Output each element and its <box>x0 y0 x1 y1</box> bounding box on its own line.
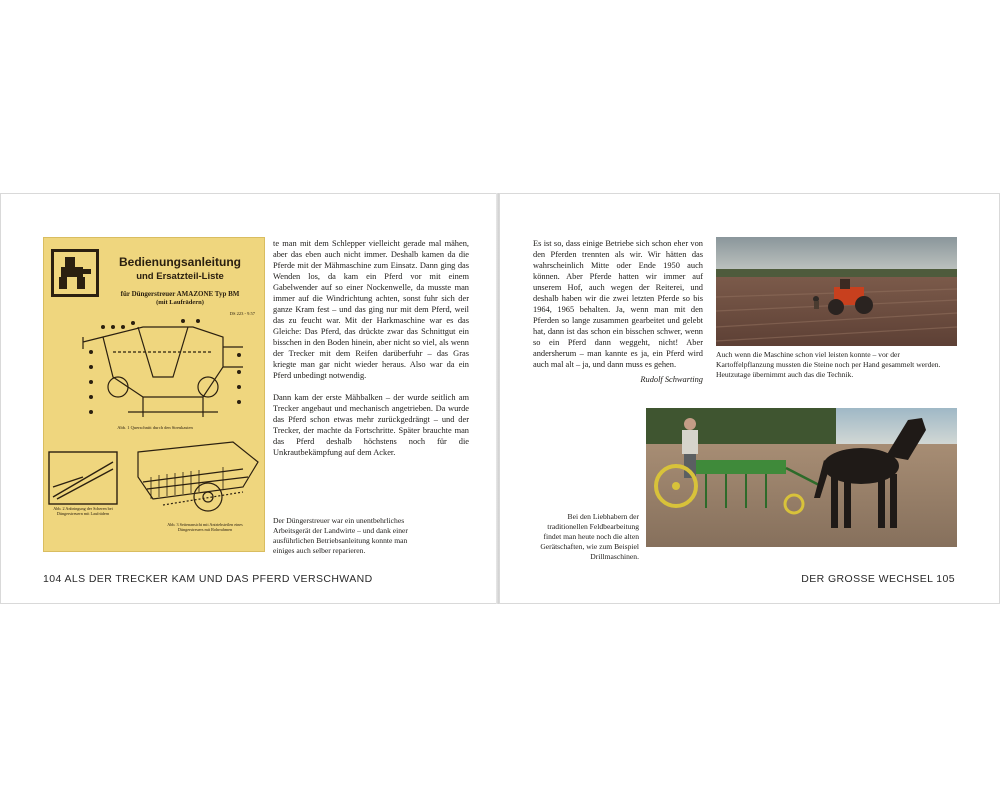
quote-signature: Rudolf Schwarting <box>640 375 703 384</box>
right-body-text <box>533 238 703 385</box>
right-page <box>499 193 1000 604</box>
manual-subtitle: und Ersatzteil-Liste <box>136 271 224 282</box>
right-top-caption: Auch wenn die Maschine schon viel leisten konnte – vor der Kartoffelpflanzung mussten die Steine noch per Hand gesammelt werden. Heutzutage übernimmt auch das die Technik. <box>716 350 941 379</box>
paragraph: Es ist so, dass einige Betriebe sich schon eher von den Pferden trennten als wir. Wir hätten das wahrscheinlich Mitte oder Ende 1950 auch können. Aber Pferde hatten wir immer auf unserem Hof, auch wegen der Reiterei, und deshalb haben wir die zwei letzten Pferde so bis 1964, 1965 behalten. Ja, wenn man mit den Pferden so lange zusammen gearbeitet und gelebt hat, dann ist das schon ein bisschen schwer, wenn so ein Pferd dann weggeht, nicht! Aber andersherum – man kannte es ja, ein Pferd wird auch mal alt – ja, und dann muss es gehen. <box>533 239 703 369</box>
manual-figure-1-label: Abb. 1 Querschnitt durch den Streukasten <box>117 425 193 430</box>
manual-figure-2-label: Abb. 2 Anbringung der Scheren bei Düngerstreuern mit Laufrädern <box>53 506 113 516</box>
left-page-footer: 104 ALS DER TRECKER KAM UND DAS PFERD VERSCHWAND <box>43 573 373 585</box>
tractor-field-photo <box>716 237 957 346</box>
manual-code: DS 223 - 9.57 <box>229 311 255 316</box>
right-bottom-caption: Bei den Liebhabern der traditionellen Feldbearbeitung findet man heute noch die alten Gerätschaften, wie zum Beispiel Drillmaschinen. <box>540 512 639 561</box>
book-spread <box>0 193 1000 606</box>
left-body-text <box>273 238 469 469</box>
manual-drawings <box>43 237 265 552</box>
manual-cover-image <box>43 237 265 552</box>
amazone-logo <box>51 249 99 297</box>
paragraph: Dann kam der erste Mähbalken – der wurde seitlich am Trecker angebaut und mechanisch angetrieben. Da wurde das Pferd schon etwas mehr zurückgedrängt – und der Trecker, der machte da Fortschritte. Später brauchte man das Pferd deshalb höchstens noch für die Unkrautbekämpfung auf dem Acker. <box>273 393 469 457</box>
manual-line-1: für Düngerstreuer AMAZONE Typ BM <box>120 290 240 298</box>
right-page-footer: DER GROSSE WECHSEL 105 <box>801 573 955 585</box>
manual-title: Bedienungsanleitung <box>118 255 241 269</box>
horse-drill-photo <box>646 408 957 547</box>
manual-figure-3-label: Abb. 3 Seitenansicht mit Antriebsteilen eines Düngerstreuers mit Rohrrahmen <box>167 522 243 532</box>
manual-line-2: (mit Laufrädern) <box>156 299 204 306</box>
left-page <box>0 193 499 604</box>
left-caption: Der Düngerstreuer war ein unentbehrliches Arbeitsgerät der Landwirte – und dank einer ausführlichen Betriebsanleitung konnte man einiges auch selber reparieren. <box>273 516 408 555</box>
paragraph: te man mit dem Schlepper vielleicht gerade mal mähen, aber das eben auch nicht immer. Deshalb kamen da die Pferde mit der Mähmaschine zum Einsatz. Dann ging das Wenden los, da kam ein Pferd vor mit einem Gabelwender auf so einer Nockenwelle, da musste man immer auf die Windrichtung achten, sonst fuhr sich der ganze Kram fest – und das ging nur mit dem Pferd, weil das zu feucht war. Mit der Harkmaschine war es das Gleiche: Das Pferd, das drückte zwar das Schnittgut ein bisschen in den Boden hinein, aber nicht so viel, als wenn der Trecker mit dem Reifen darüberfuhr – das Gras kriegte man gar nicht wieder heraus. Also war da ein Pferd unbedingt notwendig. <box>273 239 469 380</box>
